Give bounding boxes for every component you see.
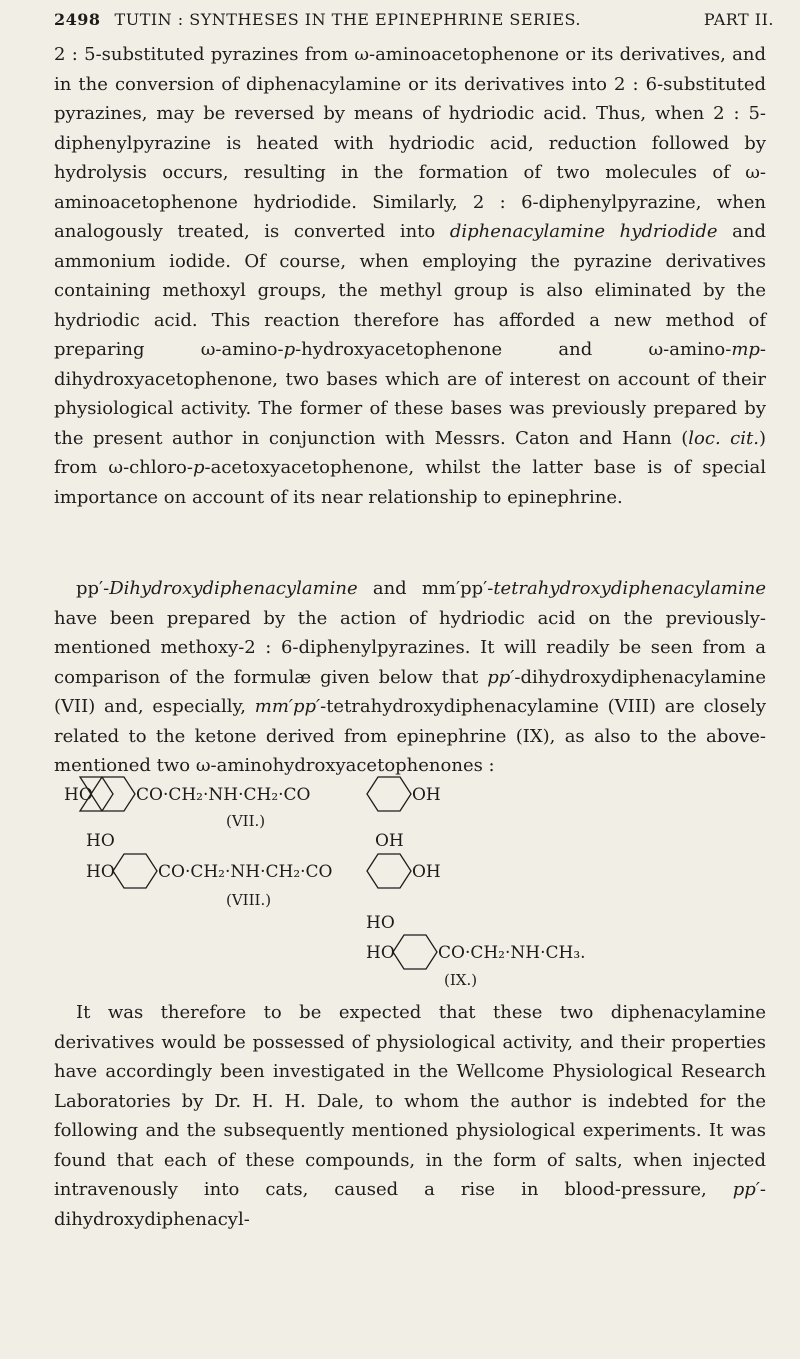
formula-viii-top-right: OH — [375, 831, 404, 851]
italic-run: Dihydroxydiphenacylamine — [109, 578, 358, 599]
benzene-ring-shape — [393, 935, 437, 969]
formula-ix-chain: CO·CH₂·NH·CH₃. — [438, 943, 586, 963]
formula-ix — [366, 913, 586, 989]
formula-vii — [64, 777, 441, 830]
paragraph-3 — [54, 998, 766, 1234]
formula-vii-chain: CO·CH₂·NH·CH₂·CO — [136, 785, 311, 805]
formula-viii-chain: CO·CH₂·NH·CH₂·CO — [158, 862, 333, 882]
formula-ix-left: HO — [366, 943, 395, 963]
italic-run: mm′pp′ — [254, 696, 321, 717]
formula-viii-left: HO — [86, 862, 115, 882]
running-title: TUTIN : SYNTHESES IN THE EPINEPHRINE SERIES. — [114, 10, 582, 29]
text-run: -dihydroxyacetophenone, two bases which are of interest on account of their physiological activity. The former of these bases was previously prepared by the present author in conjunction with Messrs. Caton and Hann ( — [54, 339, 766, 449]
text-run: -hydroxyacetophenone and ω-amino- — [295, 339, 732, 360]
italic-run: tetrahydroxydiphenacylamine — [493, 578, 766, 599]
formula-viii — [86, 831, 441, 909]
formula-viii-top-left: HO — [86, 831, 115, 851]
formula-vii-label: (VII.) — [226, 812, 266, 830]
italic-run: diphenacylamine hydriodide — [449, 221, 718, 242]
page-number: 2498 — [54, 10, 101, 29]
text-run: have been prepared by the action of hydriodic acid on the previously-mentioned methoxy-2 : 6-diphenylpyrazines. It will readily be seen from a comparison of the formulæ given below that — [54, 607, 766, 688]
formula-viii-label: (VIII.) — [226, 891, 272, 909]
italic-run: pp′ — [732, 1179, 760, 1200]
italic-run: p — [192, 457, 205, 478]
italic-run: mp — [731, 339, 760, 360]
formula-vii-left: HO — [64, 785, 93, 805]
benzene-ring-shape — [367, 777, 411, 811]
formula-vii-right: OH — [412, 785, 441, 805]
text-run: ) from ω-chloro- — [54, 427, 767, 478]
formula-viii-right: OH — [412, 862, 441, 882]
italic-run: p — [283, 339, 296, 360]
text-run: and ammonium iodide. Of course, when employing the pyrazine derivatives containing methoxyl groups, the methyl group is also eliminated by the hydriodic acid. This reaction therefore has afforded a new method of preparing ω-amino- — [54, 221, 767, 360]
text-run: -dihydroxydiphenacylamine (VII) and, especially, — [54, 666, 766, 717]
text-run: and mm′pp′- — [357, 578, 494, 599]
text-run: 2 : 5-substituted pyrazines from ω-aminoacetophenone or its derivatives, and in the conversion of diphenacylamine or its derivatives into 2 : 6-substituted pyrazines, may be reversed by means of hydriodic acid. Thus, when 2 : 5-diphenylpyrazine is heated with hydriodic acid, reduction followed by hydrolysis occurs, resulting in the formation of two molecules of ω-aminoacetophenone hydriodide. Similarly, 2 : 6-diphenylpyrazine, when analogously treated, is converted into — [54, 44, 766, 242]
text-run: -tetrahydroxydiphenacylamine (VIII) are closely related to the ketone derived from epinephrine (IX), as also to the above-mentioned two ω-aminohydroxyacetophenones : — [54, 696, 766, 776]
benzene-ring-shape — [113, 854, 157, 888]
text-run: -acetoxyacetophenone, whilst the latter base is of special importance on account of its near relationship to epinephrine. — [54, 457, 766, 508]
text-run: It was therefore to be expected that these two diphenacylamine derivatives would be possessed of physiological activity, and their properties have accordingly been investigated in the Wellcome Physiological Research Laboratories by Dr. H. H. Dale, to whom the author is indebted for the following and the subsequently mentioned physiological experiments. It was found that each of these compounds, in the form of salts, when injected intravenously into cats, caused a rise in blood-pressure, — [54, 1002, 766, 1200]
text-run: pp′- — [76, 578, 110, 599]
formula-ix-label: (IX.) — [444, 971, 478, 989]
italic-run: pp′ — [487, 666, 515, 688]
text-run: -dihydroxydiphenacyl- — [54, 1179, 766, 1230]
benzene-ring-shape — [367, 854, 411, 888]
formula-ix-top: HO — [366, 913, 395, 933]
running-part: PART II. — [703, 10, 774, 29]
italic-run: loc. cit. — [688, 427, 759, 449]
